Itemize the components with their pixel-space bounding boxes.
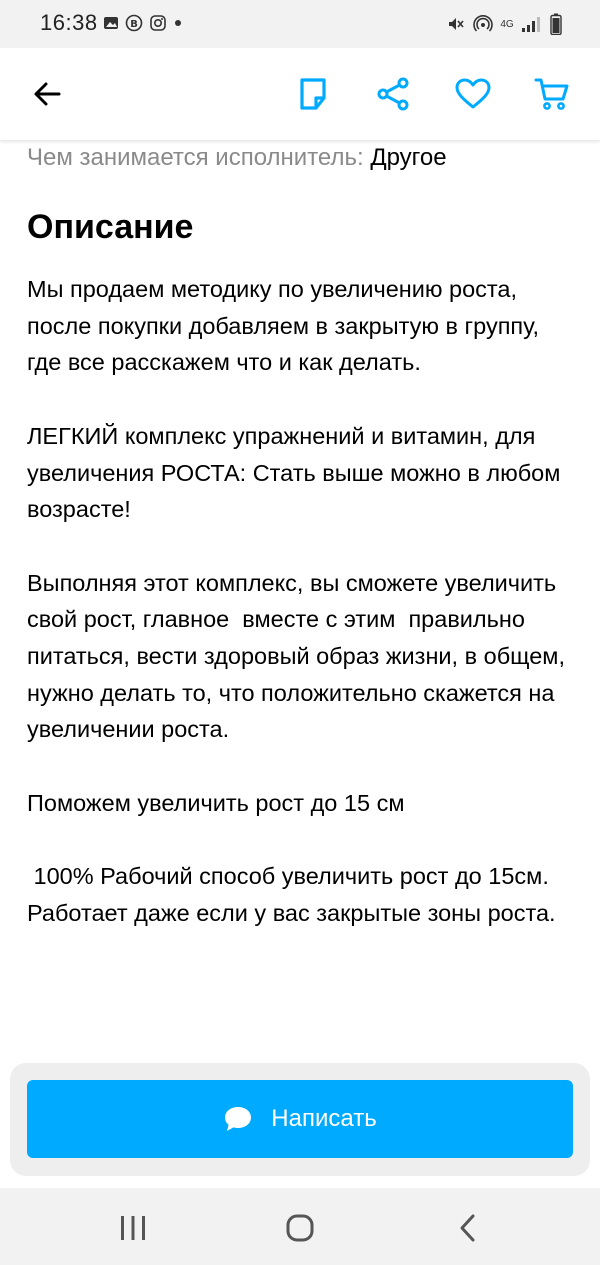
nav-back-button[interactable]	[448, 1208, 488, 1248]
share-button[interactable]	[373, 74, 413, 114]
share-icon	[375, 77, 411, 111]
description-paragraph: Поможем увеличить рост до 15 см	[27, 789, 405, 816]
performer-detail	[27, 143, 577, 173]
recent-apps-icon	[119, 1215, 147, 1241]
mute-icon	[446, 14, 466, 34]
cart-button[interactable]	[532, 74, 572, 114]
gallery-icon	[103, 15, 119, 31]
svg-text:B: B	[130, 19, 138, 30]
arrow-left-icon	[31, 78, 63, 110]
favorite-button[interactable]	[453, 74, 493, 114]
top-toolbar	[0, 48, 600, 140]
description-paragraph: ЛЕГКИЙ комплекс упражнений и витамин, для увеличения РОСТА: Стать выше можно в любом возрасте!	[27, 422, 567, 523]
description-text	[27, 271, 577, 932]
signal-icon	[521, 15, 543, 33]
hotspot-icon	[473, 14, 493, 34]
note-button[interactable]	[293, 74, 333, 114]
cart-icon	[534, 77, 570, 111]
write-message-button[interactable]	[27, 1080, 573, 1158]
description-paragraph: Выполняя этот комплекс, вы сможете увеличить свой рост, главное вместе с этим правильно питаться, вести здоровый образ жизни, в общем, нужно делать то, что положительно скажется на увеличении роста.	[27, 569, 572, 743]
battery-icon	[550, 13, 562, 35]
listing-content	[27, 140, 577, 968]
dot-icon	[173, 18, 183, 28]
description-paragraph: Мы продаем методику по увеличению роста, после покупки добавляем в закрытую в группу, где все расскажем что и как делать.	[27, 276, 546, 376]
back-button[interactable]	[27, 74, 67, 114]
heart-icon	[455, 78, 491, 110]
recent-apps-button[interactable]	[113, 1208, 153, 1248]
performer-key: Чем занимается исполнитель:	[27, 144, 364, 171]
system-icons	[446, 13, 562, 35]
status-time: 16:38	[40, 10, 98, 35]
back-nav-icon	[456, 1213, 480, 1243]
chat-bubble-icon	[223, 1105, 253, 1133]
status-bar	[0, 0, 600, 48]
performer-value: Другое	[370, 144, 447, 171]
description-paragraph: 100% Рабочий способ увеличить рост до 15см. Работает даже если у вас закрытые зоны роста.	[27, 863, 556, 926]
home-button[interactable]	[280, 1208, 320, 1248]
bottom-action-panel	[10, 1063, 590, 1176]
write-message-label: Написать	[271, 1105, 377, 1132]
home-icon	[285, 1213, 315, 1243]
description-title: Описание	[27, 208, 194, 246]
system-nav-bar	[0, 1188, 600, 1265]
note-icon	[297, 77, 329, 111]
notification-icons	[103, 14, 183, 32]
network-type-label: 4G	[500, 18, 514, 30]
instagram-icon	[149, 14, 167, 32]
vk-b-icon	[125, 14, 143, 32]
